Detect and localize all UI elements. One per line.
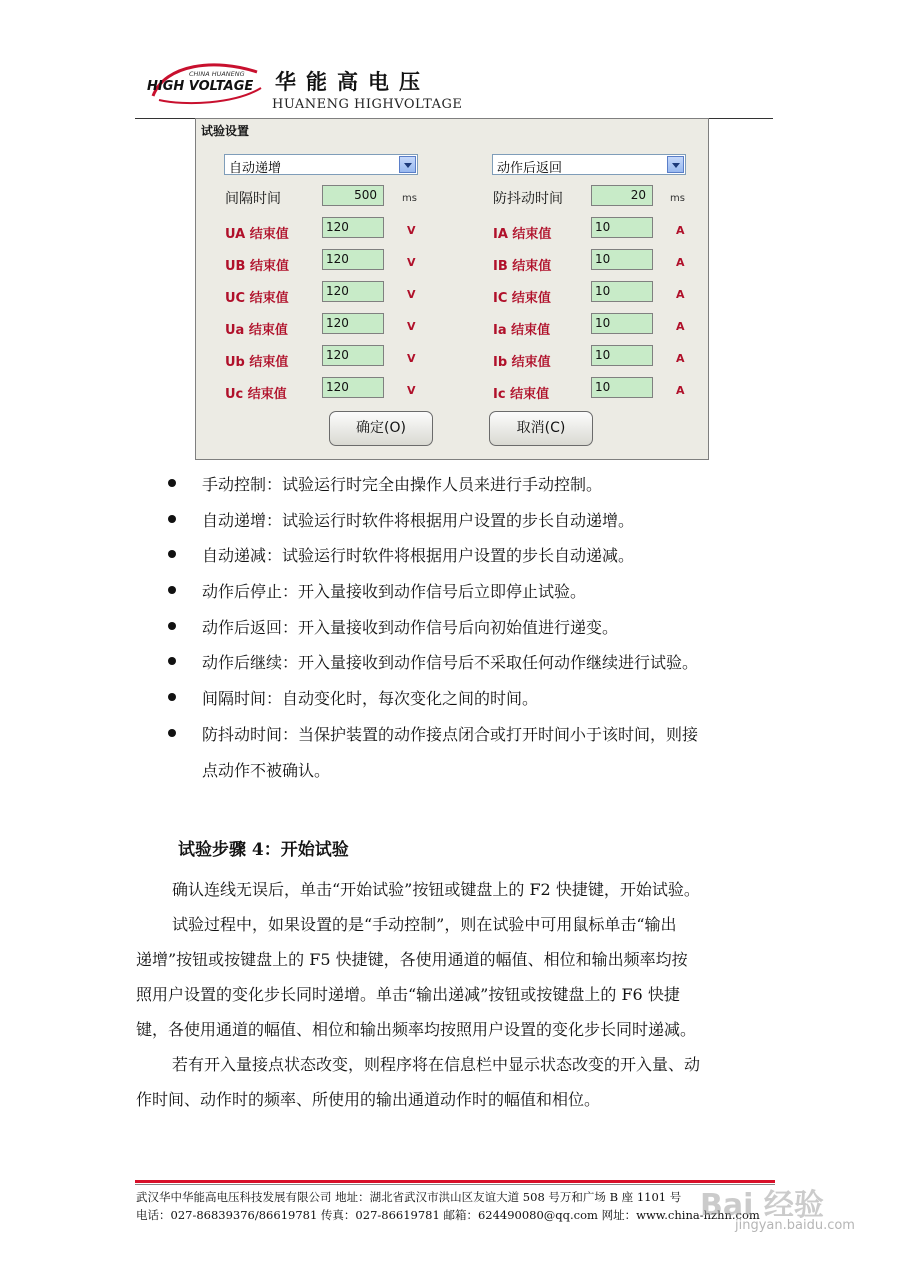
list-item: 自动递增：试验运行时软件将根据用户设置的步长自动递增。: [202, 511, 635, 530]
ok-button[interactable]: 确定(O): [329, 411, 433, 446]
bullet-icon: [168, 729, 176, 737]
bullet-icon: [168, 550, 176, 558]
ib-end-unit: A: [676, 256, 685, 269]
paragraph-line: 试验过程中，如果设置的是“手动控制”，则在试验中可用鼠标单击“输出: [172, 915, 677, 934]
after-action-select-value: 动作后返回: [497, 161, 563, 176]
interval-unit: ms: [402, 193, 417, 204]
paragraph-line: 确认连线无误后，单击“开始试验”按钮或键盘上的 F2 快捷键，开始试验。: [172, 880, 700, 899]
footer-divider: [135, 1180, 775, 1183]
ic-end-unit: A: [676, 288, 685, 301]
bullet-icon: [168, 586, 176, 594]
ib-lower-end-label: Ib 结束值: [493, 355, 551, 370]
ua-lower-end-label: Ua 结束值: [225, 323, 288, 338]
interval-input[interactable]: 500: [322, 185, 384, 206]
ub-lower-end-input[interactable]: 120: [322, 345, 384, 366]
paragraph-line: 作时间、动作时的频率、所使用的输出通道动作时的幅值和相位。: [136, 1090, 601, 1109]
debounce-label: 防抖动时间: [493, 191, 563, 207]
ib-end-label: IB 结束值: [493, 259, 552, 274]
bullet-icon: [168, 515, 176, 523]
company-logo: [145, 60, 265, 108]
list-item-continuation: 点动作不被确认。: [202, 761, 331, 780]
list-item: 自动递减：试验运行时软件将根据用户设置的步长自动递减。: [202, 546, 635, 565]
debounce-unit: ms: [670, 193, 685, 204]
mode-select[interactable]: [224, 154, 418, 175]
section-heading: 试验步骤 4：开始试验: [178, 840, 349, 860]
ub-end-input[interactable]: 120: [322, 249, 384, 270]
bullet-icon: [168, 622, 176, 630]
ia-end-label: IA 结束值: [493, 227, 552, 242]
uc-end-label: UC 结束值: [225, 291, 289, 306]
uc-lower-end-label: Uc 结束值: [225, 387, 287, 402]
ia-lower-end-unit: A: [676, 320, 685, 333]
logo-top-text: CHINA HUANENG: [189, 70, 245, 78]
ic-end-label: IC 结束值: [493, 291, 551, 306]
after-action-select[interactable]: [492, 154, 686, 175]
ua-lower-end-input[interactable]: 120: [322, 313, 384, 334]
ib-lower-end-input[interactable]: 10: [591, 345, 653, 366]
footer-address: 武汉华中华能高电压科技发展有限公司 地址：湖北省武汉市洪山区友谊大道 508 号万和广场 B 座 1101 号: [136, 1190, 682, 1204]
chevron-down-icon[interactable]: [399, 156, 416, 173]
ub-end-label: UB 结束值: [225, 259, 289, 274]
list-item: 动作后停止：开入量接收到动作信号后立即停止试验。: [202, 582, 587, 601]
uc-lower-end-input[interactable]: 120: [322, 377, 384, 398]
list-item: 动作后继续：开入量接收到动作信号后不采取任何动作继续进行试验。: [202, 653, 699, 672]
ua-end-unit: V: [407, 224, 416, 237]
ub-end-unit: V: [407, 256, 416, 269]
ua-end-label: UA 结束值: [225, 227, 289, 242]
bullet-icon: [168, 693, 176, 701]
ic-lower-end-input[interactable]: 10: [591, 377, 653, 398]
paragraph-line: 键，各使用通道的幅值、相位和输出频率均按照用户设置的变化步长同时递减。: [136, 1020, 697, 1039]
ic-lower-end-label: Ic 结束值: [493, 387, 550, 402]
list-item: 间隔时间：自动变化时，每次变化之间的时间。: [202, 689, 539, 708]
mode-select-value: 自动递增: [229, 161, 282, 176]
ia-end-input[interactable]: 10: [591, 217, 653, 238]
paragraph-line: 照用户设置的变化步长同时递增。单击“输出递减”按钮或按键盘上的 F6 快捷: [136, 985, 680, 1004]
paragraph-line: 递增”按钮或按键盘上的 F5 快捷键，各使用通道的幅值、相位和输出频率均按: [136, 950, 688, 969]
ua-end-input[interactable]: 120: [322, 217, 384, 238]
ia-lower-end-label: Ia 结束值: [493, 323, 551, 338]
ua-lower-end-unit: V: [407, 320, 416, 333]
footer-divider-thin: [135, 1184, 775, 1185]
cancel-button[interactable]: 取消(C): [489, 411, 593, 446]
bullet-icon: [168, 479, 176, 487]
ib-lower-end-unit: A: [676, 352, 685, 365]
interval-label: 间隔时间: [225, 191, 281, 207]
company-name-cn: 华能高电压: [275, 69, 430, 94]
test-settings-dialog: [195, 118, 709, 460]
list-item: 动作后返回：开入量接收到动作信号后向初始值进行递变。: [202, 618, 619, 637]
ic-lower-end-unit: A: [676, 384, 685, 397]
watermark-logo: Bai 经验: [700, 1188, 824, 1223]
ub-lower-end-label: Ub 结束值: [225, 355, 289, 370]
logo-main-text: HIGH VOLTAGE: [147, 79, 254, 94]
footer-contact: 电话：027-86839376/86619781 传真：027-86619781 邮箱：624490080@qq.com 网址：www.china-hzhn.com: [136, 1208, 760, 1222]
ub-lower-end-unit: V: [407, 352, 416, 365]
list-item: 防抖动时间：当保护装置的动作接点闭合或打开时间小于该时间，则接: [202, 725, 699, 744]
ic-end-input[interactable]: 10: [591, 281, 653, 302]
uc-end-unit: V: [407, 288, 416, 301]
watermark-url: jingyan.baidu.com: [735, 1218, 855, 1233]
bullet-icon: [168, 657, 176, 665]
ib-end-input[interactable]: 10: [591, 249, 653, 270]
company-name-en: HUANENG HIGHVOLTAGE: [272, 97, 463, 112]
paragraph-line: 若有开入量接点状态改变，则程序将在信息栏中显示状态改变的开入量、动: [172, 1055, 701, 1074]
uc-end-input[interactable]: 120: [322, 281, 384, 302]
list-item: 手动控制：试验运行时完全由操作人员来进行手动控制。: [202, 475, 603, 494]
debounce-input[interactable]: 20: [591, 185, 653, 206]
chevron-down-icon[interactable]: [667, 156, 684, 173]
dialog-title: 试验设置: [201, 124, 250, 138]
uc-lower-end-unit: V: [407, 384, 416, 397]
ia-end-unit: A: [676, 224, 685, 237]
ia-lower-end-input[interactable]: 10: [591, 313, 653, 334]
